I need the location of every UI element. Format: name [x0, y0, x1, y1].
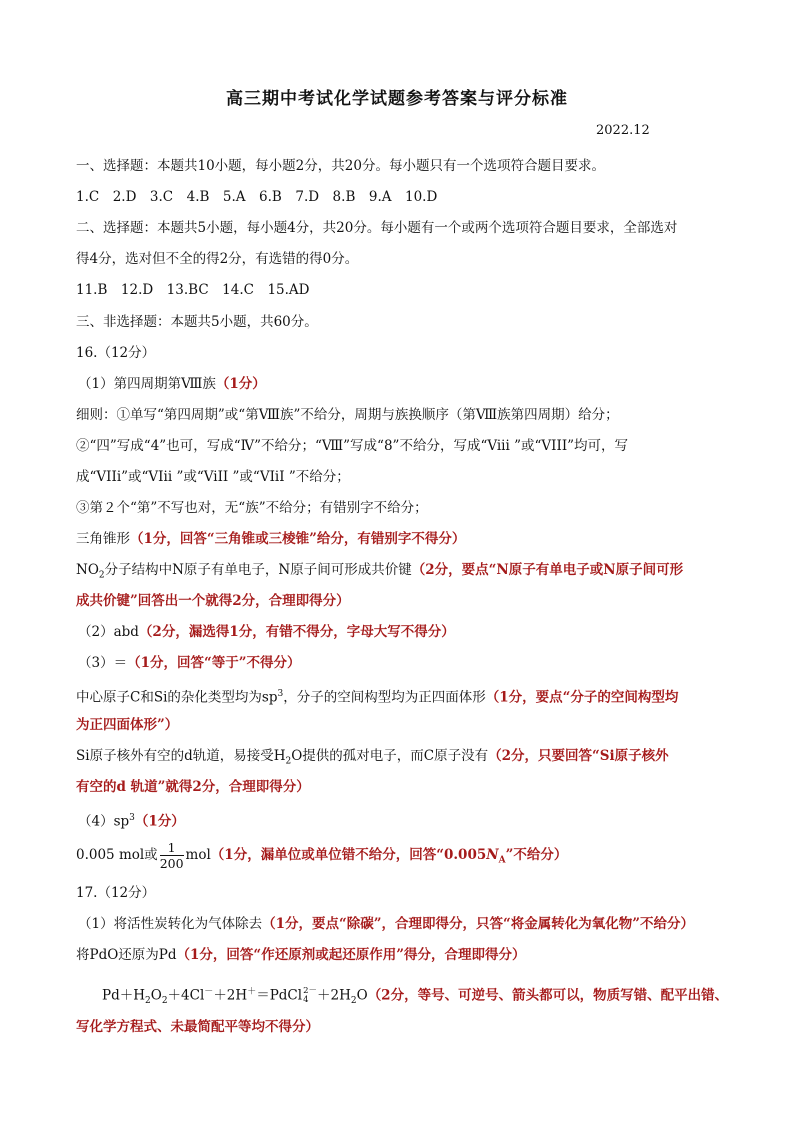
exam-date: 2022.12 [596, 123, 650, 138]
q16-shape [76, 530, 465, 548]
q16-shape-answer: 三角锥形 [76, 531, 130, 547]
q16-si-line1 [76, 747, 669, 771]
q16-rule1: 细则：①单写“第四周期”或“第Ⅷ族”不给分，周期与族换顺序（第Ⅷ族第四周期）给分； [76, 407, 619, 423]
q17-number: 17.（12分） [76, 885, 156, 901]
q17-equation-score-b: 写化学方程式、未最简配平等均不得分） [76, 1019, 319, 1035]
section2-header-line1: 二、选择题：本题共5小题，每小题4分，共20分。每小题有一个或两个选项符合题目要求，全部选对 [76, 220, 678, 236]
q16-number: 16.（12分） [76, 345, 156, 361]
q16-mol-answer-a: 0.005 mol或 [76, 847, 158, 863]
q16-part1-score: （1分） [215, 376, 266, 392]
q16-part4-answer: （4）sp [78, 813, 130, 830]
fraction-denominator: 200 [159, 856, 184, 871]
q16-hybrid-answer-a: 中心原子C和Si的杂化类型均为sp [76, 689, 278, 706]
h2o-subscript: 2 [285, 756, 292, 767]
sp3-superscript: 3 [277, 689, 284, 699]
fraction-numerator: 1 [160, 840, 184, 856]
q16-hybrid-score-a: （1分，要点“分子的空间构型均 [485, 689, 679, 706]
equation-subscript: 2 [350, 996, 357, 1007]
q16-rule2: ②“四”写成“4”也可，写成“Ⅳ”不给分；“Ⅷ”写成“8”不给分，写成“Viii ”或“VIII”均可，写 [76, 438, 629, 454]
avogadro-symbol: N [486, 847, 499, 863]
q16-no2-score-a: （2分，要点“N原子有单电子或N原子间可形 [411, 562, 684, 578]
q16-si-score-a: （2分，只要回答“Si原子核外 [488, 748, 669, 764]
section3-header: 三、非选择题：本题共5小题，共60分。 [76, 314, 318, 330]
equation-part: ＋4Cl [167, 987, 205, 1004]
q16-hybrid-line1 [76, 685, 678, 707]
equation-subscript: 2 [161, 996, 168, 1007]
q16-rule3: 成“VIIi”或“VIii ”或“ViII ”或“VIiI ”不给分； [76, 469, 350, 485]
equation-part: O [356, 987, 368, 1004]
q16-part4 [78, 809, 185, 831]
no2-subscript: 2 [98, 570, 105, 581]
q16-part2-answer: （2）abd [78, 624, 139, 640]
q16-mol-score-b: ”不给分） [505, 847, 568, 863]
q17-equation-score-a: （2分，等号、可逆号、箭头都可以，物质写错、配平出错、 [367, 987, 729, 1004]
equation-part: ＋2H [213, 987, 248, 1004]
equation-superscript: － [204, 987, 214, 997]
fraction-1-over-200 [160, 840, 184, 871]
q16-si-answer-b: O提供的孤对电子，而C原子没有 [291, 748, 489, 764]
q16-hybrid-answer-b: ，分子的空间构型均为正四面体形 [283, 689, 486, 706]
q16-mol-line [76, 838, 567, 878]
q16-part1-answer: （1）第四周期第Ⅷ族 [78, 376, 216, 392]
sp3-superscript: 3 [129, 813, 135, 823]
equation-superscript: 2－ [303, 986, 317, 996]
equation-part: ＝PdCl [256, 987, 303, 1004]
q16-rule4: ③第２个“第”不写也对，无“族”不给分；有错别字不给分； [76, 500, 428, 516]
equation-part: O [150, 987, 162, 1004]
q16-part3-answer: （3）＝ [78, 655, 128, 671]
q16-si-score-b: 有空的d 轨道”就得2分，合理即得分） [76, 779, 310, 795]
section2-answers: 11.B 12.D 13.BC 14.C 15.AD [76, 282, 310, 298]
section1-answers: 1.C 2.D 3.C 4.B 5.A 6.B 7.D 8.B 9.A 10.D [76, 189, 438, 205]
q17-equation-line [102, 983, 728, 1010]
q16-shape-score: （1分，回答“三角锥或三棱锥”给分，有错别字不得分） [130, 531, 466, 547]
q16-part3-score: （1分，回答“等于”不得分） [127, 655, 301, 671]
q17-pdo-score: （1分，回答“作还原剂或起还原作用”得分，合理即得分） [176, 947, 526, 963]
avogadro-subscript: A [498, 855, 506, 866]
q16-si-answer-a: Si原子核外有空的d轨道，易接受H [76, 748, 286, 764]
q16-part2-score: （2分，漏选得1分，有错不得分，字母大写不得分） [138, 624, 455, 640]
q16-no2-score-b: 成共价键”回答出一个就得2分，合理即得分） [76, 593, 350, 609]
equation-superscript: ＋ [247, 987, 257, 997]
q17-pdo-answer: 将PdO还原为Pd [76, 947, 177, 963]
section2-header-line2: 得4分，选对但不全的得2分，有选错的得0分。 [76, 251, 359, 267]
q17-part1 [78, 915, 694, 933]
q16-part2 [78, 623, 455, 641]
q16-mol-score-a: （1分，漏单位或单位错不给分，回答“0.005 [210, 847, 487, 863]
equation-part: ＋2H [317, 987, 351, 1004]
q17-part1-score: （1分，要点“除碳”，合理即得分，只答“将金属转化为氧化物”不给分） [262, 916, 695, 932]
q17-pdo [76, 946, 525, 964]
page-title: 高三期中考试化学试题参考答案与评分标准 [226, 89, 568, 109]
equation-subscript: 2 [145, 996, 151, 1007]
q17-part1-answer: （1）将活性炭转化为气体除去 [78, 916, 263, 932]
q16-no2-line1 [76, 561, 683, 585]
q16-mol-unit: mol [185, 847, 211, 863]
equation-subscript: 4 [303, 995, 309, 1005]
no2-formula-text: NO [76, 562, 99, 578]
q16-part1 [78, 375, 266, 393]
q16-hybrid-score-b: 为正四面体形”） [76, 717, 179, 733]
section1-header: 一、选择题：本题共10小题，每小题2分，共20分。每小题只有一个选项符合题目要求。 [76, 158, 605, 174]
equation-part: Pd＋H [102, 987, 145, 1004]
pdcl4-charge-index [303, 987, 317, 1005]
q16-part4-score: （1分） [134, 813, 185, 830]
q16-no2-answer: 分子结构中N原子有单电子，N原子间可形成共价键 [104, 562, 412, 578]
q16-part3 [78, 654, 301, 672]
